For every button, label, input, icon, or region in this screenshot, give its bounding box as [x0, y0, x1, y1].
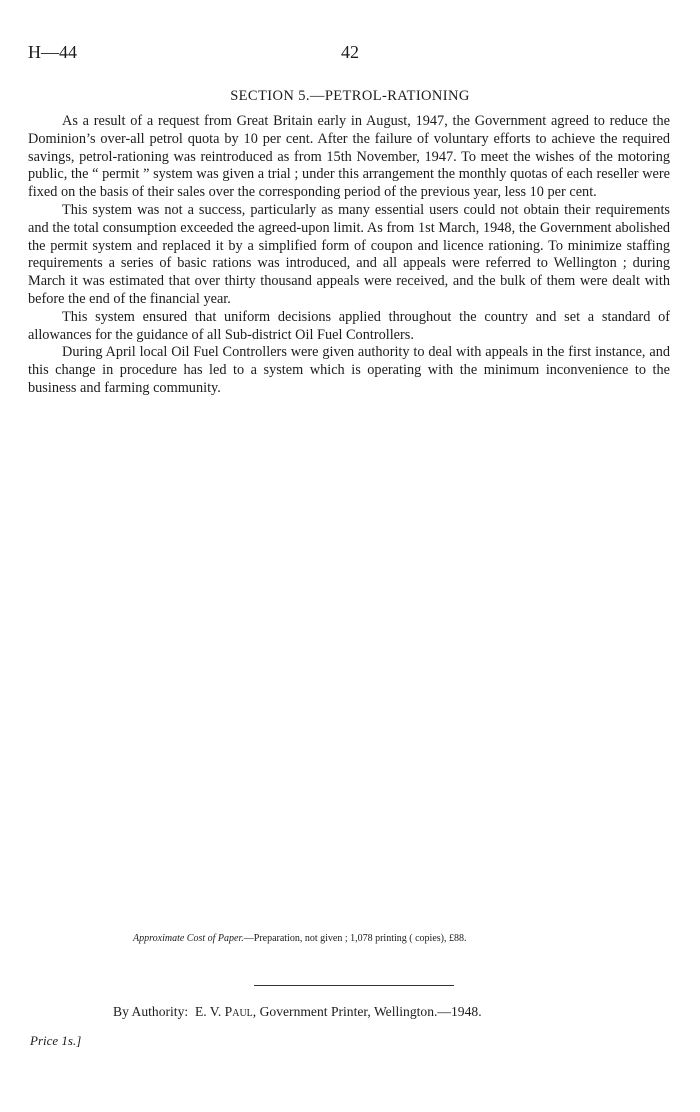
divider-rule: [254, 985, 454, 986]
paragraph: During April local Oil Fuel Controllers were given authority to deal with appeals in the first instance, and this change in procedure has led to a system which is operating with the minimum inconvenience to the business and farming community.: [28, 344, 670, 396]
price-label: Price 1s.]: [30, 1033, 82, 1048]
page-header: [28, 42, 672, 66]
section-title: SECTION 5.—PETROL-RATIONING: [230, 88, 470, 104]
document-reference: H—44: [28, 42, 77, 62]
cost-note-label: Approximate Cost of Paper.: [133, 933, 244, 944]
paragraph: This system ensured that uniform decisions applied throughout the country and set a standard of allowances for the guidance of all Sub-district Oil Fuel Controllers.: [28, 308, 670, 343]
cost-note-text: —Preparation, not given ; 1,078 printing ( copies), £88.: [243, 933, 467, 944]
paragraph: As a result of a request from Great Britain early in August, 1947, the Government agreed to reduce the Dominion’s over-all petrol quota by 10 per cent. After the failure of voluntary efforts to achieve the required savings, petrol-rationing was reintroduced as from 15th November, 1947. To meet the wishes of the motoring public, the “ permit ” system was given a trial ; under this arrangement the monthly quotas of each reseller were fixed on the basis of their sales over the corresponding period of the previous year, less 10 per cent.: [28, 113, 670, 201]
cost-of-paper-note: [133, 933, 466, 944]
paragraph: This system was not a success, particularly as many essential users could not obtain their requirements and the total consumption exceeded the agreed-upon limit. As from 1st March, 1948, the Government abolished the permit system and replaced it by a simplified form of coupon and licence rationing. To minimize staffing requirements a series of basic rations was introduced, and all appeals were referred to Wellington ; during March it was estimated that over thirty thousand appeals were received, and the bulk of them were dealt with before the end of the financial year.: [28, 201, 670, 307]
authority-suffix: Government Printer, Wellington.—1948.: [259, 1004, 482, 1019]
authority-prefix: By Authority:: [113, 1004, 189, 1019]
printer-authority: [113, 1004, 482, 1020]
printer-name: E. V. Paul,: [194, 1004, 257, 1019]
body-text: [28, 113, 670, 398]
page-number: 42: [341, 42, 359, 62]
